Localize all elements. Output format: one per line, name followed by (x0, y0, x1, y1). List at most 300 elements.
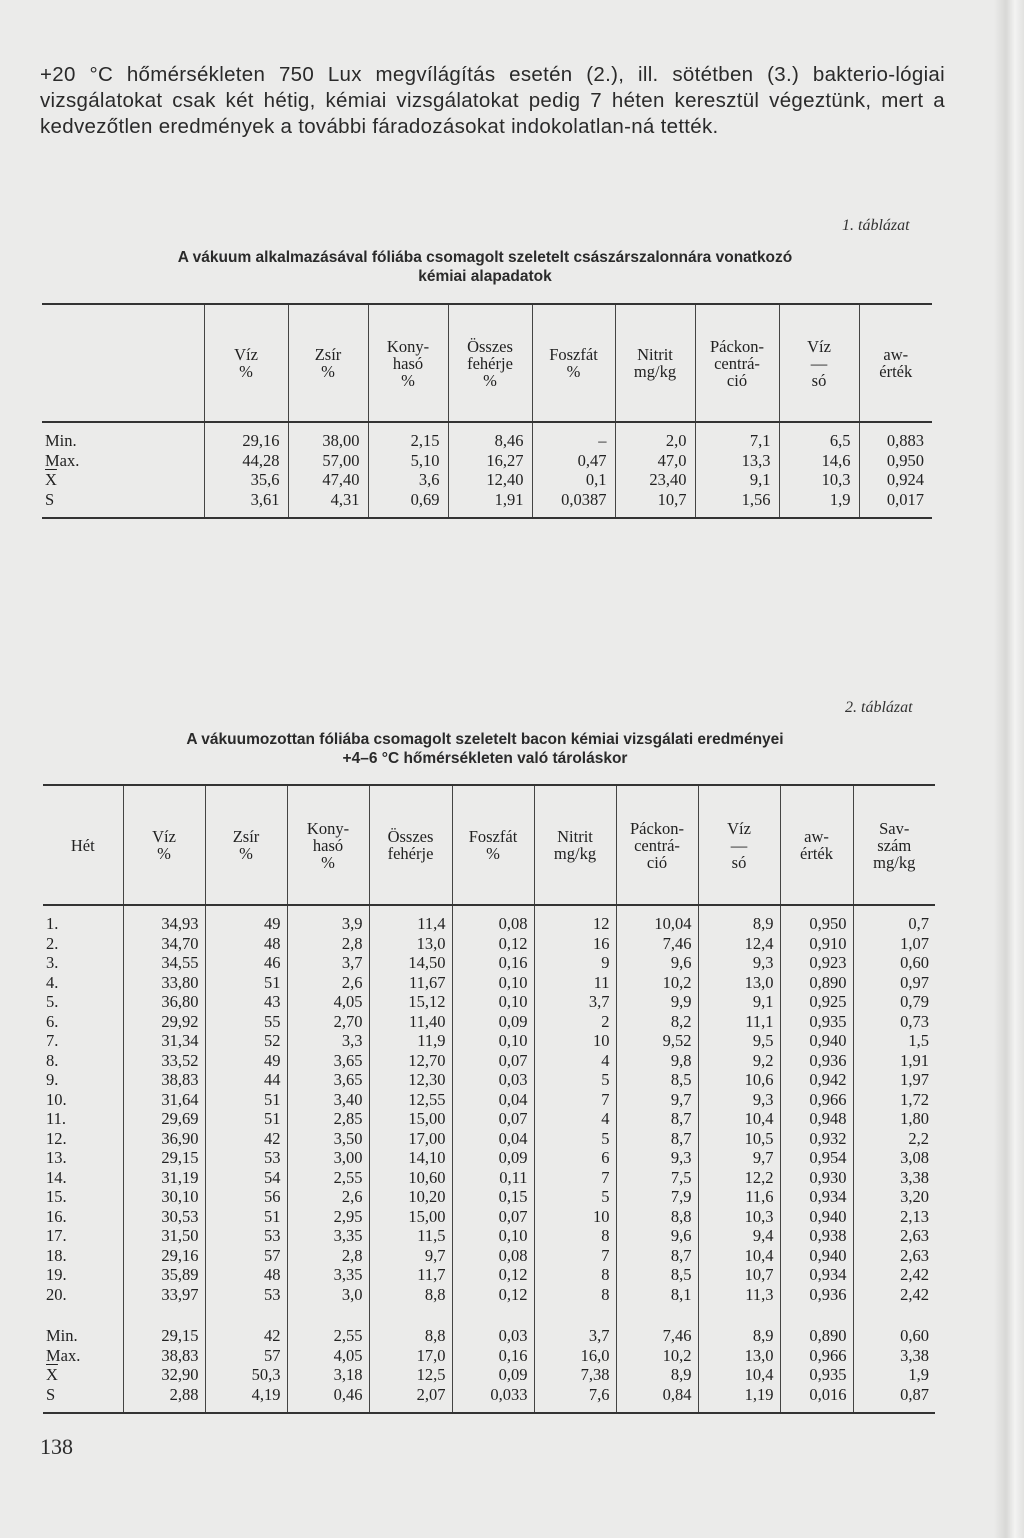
table2-cell: 10,60 (369, 1168, 452, 1188)
table2-cell: 1,97 (853, 1070, 935, 1090)
table2-cell: 16,0 (534, 1346, 616, 1366)
table1-cell: 12,40 (448, 470, 532, 490)
table2-summary-row (43, 1365, 935, 1385)
table2-cell: 5 (534, 1187, 616, 1207)
table2-cell: 0,942 (780, 1070, 853, 1090)
table2-cell: 4,05 (287, 992, 369, 1012)
table2-cell: 11,5 (369, 1226, 452, 1246)
table2-row-label: Min. (46, 1326, 78, 1345)
table1-cell: 23,40 (615, 470, 695, 490)
table2-cell: 2,2 (853, 1129, 935, 1149)
table2-week-row (43, 1265, 935, 1285)
table2-row-label: 14. (46, 1167, 67, 1187)
table2-row-label: 1. (46, 914, 59, 933)
table2-cell: 7,6 (534, 1385, 616, 1414)
table2-cell: 10,04 (616, 905, 698, 934)
table2-cell: 0,033 (452, 1385, 534, 1414)
table2-cell: 10,4 (698, 1365, 780, 1385)
table2-cell: 51 (205, 1109, 287, 1129)
table2-cell: 0,890 (780, 1304, 853, 1346)
table2-cell: 50,3 (205, 1365, 287, 1385)
table2-cell: 5 (534, 1129, 616, 1149)
table2-cell: 0,07 (452, 1207, 534, 1227)
table2-week-row (43, 1246, 935, 1266)
table2-cell: 46 (205, 953, 287, 973)
table1-cell: 0,69 (368, 490, 448, 519)
table2-cell: 2,6 (287, 973, 369, 993)
table1-cell: 2,15 (368, 422, 448, 451)
table2-cell: 0,09 (452, 1148, 534, 1168)
table2-cell: 15,00 (369, 1207, 452, 1227)
table2-row-label: 10. (46, 1089, 67, 1109)
table2-cell: 7 (534, 1168, 616, 1188)
table2-cell: 1,19 (698, 1385, 780, 1414)
table2-cell: 11,6 (698, 1187, 780, 1207)
table2-cell: 0,930 (780, 1168, 853, 1188)
table1-header-cell: Víz % (204, 304, 288, 422)
table1-row (42, 470, 932, 490)
table2-cell: 0,12 (452, 934, 534, 954)
table2 (43, 784, 935, 1414)
table2-cell: 9,4 (698, 1226, 780, 1246)
table2-cell: 30,10 (123, 1187, 205, 1207)
table1-header-cell: Kony- hasó % (368, 304, 448, 422)
table2-cell: 12 (534, 905, 616, 934)
table2-cell: 9,5 (698, 1031, 780, 1051)
table2-cell: 0,79 (853, 992, 935, 1012)
table2-cell: 31,64 (123, 1090, 205, 1110)
table2-cell: 12,55 (369, 1090, 452, 1110)
table2-row-label: $\overline{X}$ (46, 1365, 58, 1384)
table1-cell: 0,883 (859, 422, 932, 451)
table2-cell: 1,5 (853, 1031, 935, 1051)
table2-cell: 15,00 (369, 1109, 452, 1129)
table1-cell: 6,5 (779, 422, 859, 451)
table1 (42, 303, 932, 519)
table2-cell: 7,38 (534, 1365, 616, 1385)
table2-cell: 8,7 (616, 1129, 698, 1149)
table1-cell: 9,1 (695, 470, 779, 490)
table2-cell: 0,11 (452, 1168, 534, 1188)
table2-cell: 8,9 (698, 905, 780, 934)
table2-header-cell: Víz % (123, 785, 205, 905)
table2-cell: 8,9 (698, 1304, 780, 1346)
table2-cell: 1,80 (853, 1109, 935, 1129)
table1-cell: 0,017 (859, 490, 932, 519)
table2-cell: 3,65 (287, 1070, 369, 1090)
table2-cell: 7,5 (616, 1168, 698, 1188)
table1-header-cell: Nitrit mg/kg (615, 304, 695, 422)
table2-cell: 13,0 (698, 973, 780, 993)
table2-cell: 3,50 (287, 1129, 369, 1149)
table2-cell: 0,15 (452, 1187, 534, 1207)
table2-cell: 3,7 (534, 1304, 616, 1346)
table2-week-row (43, 973, 935, 993)
table2-cell: 9,6 (616, 1226, 698, 1246)
table2-cell: 2,95 (287, 1207, 369, 1227)
table1-cell: 1,56 (695, 490, 779, 519)
table2-cell: 52 (205, 1031, 287, 1051)
table2-cell: 0,935 (780, 1365, 853, 1385)
table2-cell: 0,925 (780, 992, 853, 1012)
table2-cell: 0,934 (780, 1187, 853, 1207)
table1-cell: 57,00 (288, 451, 368, 471)
table2-cell: 11,67 (369, 973, 452, 993)
table2-cell: 29,69 (123, 1109, 205, 1129)
table2-cell: 10,2 (616, 973, 698, 993)
table2-cell: 36,80 (123, 992, 205, 1012)
table2-cell: 2,6 (287, 1187, 369, 1207)
table2-cell: 3,38 (853, 1346, 935, 1366)
table2-cell: 0,87 (853, 1385, 935, 1414)
table2-cell: 49 (205, 905, 287, 934)
table2-cell: 31,19 (123, 1168, 205, 1188)
table2-cell: 8,5 (616, 1265, 698, 1285)
table2-cell: 3,7 (534, 992, 616, 1012)
table2-cell: 7 (534, 1090, 616, 1110)
table2-cell: 0,936 (780, 1285, 853, 1305)
table2-cell: 3,35 (287, 1226, 369, 1246)
table2-cell: 0,10 (452, 992, 534, 1012)
table2-cell: 0,936 (780, 1051, 853, 1071)
table2-cell: 2,88 (123, 1385, 205, 1414)
table2-cell: 11,1 (698, 1012, 780, 1032)
table2-cell: 3,0 (287, 1285, 369, 1305)
table2-cell: 33,97 (123, 1285, 205, 1305)
table2-row-label: S (46, 1384, 56, 1404)
table2-row-label: 6. (46, 1011, 59, 1031)
table2-cell: 10,4 (698, 1246, 780, 1266)
table1-header-cell: Víz — só (779, 304, 859, 422)
table2-cell: 2,63 (853, 1246, 935, 1266)
table1-cell: 16,27 (448, 451, 532, 471)
table2-cell: 48 (205, 934, 287, 954)
table1-cell: 14,6 (779, 451, 859, 471)
table2-cell: 0,10 (452, 1031, 534, 1051)
table2-cell: 42 (205, 1129, 287, 1149)
table1-cell: 2,0 (615, 422, 695, 451)
table2-cell: 4,19 (205, 1385, 287, 1414)
table2-week-row (43, 953, 935, 973)
table2-cell: 8,7 (616, 1246, 698, 1266)
table2-row-label: 4. (46, 972, 59, 992)
table2-week-row (43, 1168, 935, 1188)
table2-cell: 29,16 (123, 1246, 205, 1266)
table2-header-cell: Sav- szám mg/kg (853, 785, 935, 905)
table2-cell: 51 (205, 1090, 287, 1110)
table2-cell: 2,85 (287, 1109, 369, 1129)
table1-cell: 5,10 (368, 451, 448, 471)
table2-cell: 44 (205, 1070, 287, 1090)
table2-cell: 12,4 (698, 934, 780, 954)
table1-cell: 10,3 (779, 470, 859, 490)
table1-caption-line1: A vákuum alkalmazásával fóliába csomagolt szeletelt császárszalonnára vonatkozó (177, 249, 793, 266)
table2-cell: 12,30 (369, 1070, 452, 1090)
table2-cell: 12,70 (369, 1051, 452, 1071)
table2-cell: 17,00 (369, 1129, 452, 1149)
table2-cell: 8,5 (616, 1070, 698, 1090)
table2-cell: 0,16 (452, 953, 534, 973)
table2-cell: 0,923 (780, 953, 853, 973)
table2-week-row (43, 1012, 935, 1032)
table1-cell: 4,31 (288, 490, 368, 519)
intro-paragraph: +20 °C hőmérsékleten 750 Lux megvílágítás esetén (2.), ill. sötétben (3.) bakterio-lógiai vizsgálatokat csak két hétig, kémiai vizsgálatokat pedig 7 héten keresztül végeztünk, mert a kedvezőtlen eredmények a további fáradozásokat indokolatlan-ná tették. (40, 63, 945, 138)
table2-week-row (43, 1090, 935, 1110)
table2-cell: 9,7 (369, 1246, 452, 1266)
table2-cell: 0,938 (780, 1226, 853, 1246)
table2-week-row (43, 1187, 935, 1207)
table2-cell: 2,8 (287, 1246, 369, 1266)
table2-cell: 32,90 (123, 1365, 205, 1385)
table2-cell: 6 (534, 1148, 616, 1168)
table2-cell: 7,46 (616, 1304, 698, 1346)
table2-cell: 49 (205, 1051, 287, 1071)
table2-cell: 0,966 (780, 1090, 853, 1110)
table2-caption-line2: +4–6 °C hőmérsékleten való tároláskor (342, 750, 628, 767)
table2-header-cell: aw- érték (780, 785, 853, 905)
table1-cell: 0,1 (532, 470, 615, 490)
table2-cell: 4 (534, 1109, 616, 1129)
table2-cell: 10,2 (616, 1346, 698, 1366)
table2-header-cell: Foszfát % (452, 785, 534, 905)
table2-week-row (43, 1207, 935, 1227)
table2-week-row (43, 1051, 935, 1071)
table2-cell: 11,9 (369, 1031, 452, 1051)
table2-cell: 8,1 (616, 1285, 698, 1305)
table2-cell: 11,7 (369, 1265, 452, 1285)
table2-cell: 34,93 (123, 905, 205, 934)
table2-cell: 8 (534, 1265, 616, 1285)
table2-cell: 3,65 (287, 1051, 369, 1071)
table2-cell: 0,7 (853, 905, 935, 934)
table2-cell: 7,9 (616, 1187, 698, 1207)
table2-cell: 51 (205, 1207, 287, 1227)
table2-cell: 42 (205, 1304, 287, 1346)
page-number: 138 (40, 1434, 73, 1459)
table2-row-label: 19. (46, 1265, 67, 1284)
table2-cell: 0,03 (452, 1304, 534, 1346)
table2-header-cell: Kony- hasó % (287, 785, 369, 905)
table2-cell: 10,3 (698, 1207, 780, 1227)
table2-cell: 13,0 (369, 934, 452, 954)
table1-cell: 35,6 (204, 470, 288, 490)
table2-cell: 0,950 (780, 905, 853, 934)
table2-cell: 8 (534, 1285, 616, 1305)
table2-row-label: 20. (46, 1284, 67, 1304)
table2-cell: 3,38 (853, 1168, 935, 1188)
table2-row-label: 2. (46, 933, 59, 953)
table2-cell: 2,42 (853, 1285, 935, 1305)
table2-cell: 9,9 (616, 992, 698, 1012)
table2-cell: 0,08 (452, 1246, 534, 1266)
table2-cell: 0,03 (452, 1070, 534, 1090)
table2-row-label: 16. (46, 1206, 67, 1226)
table1-header-cell: Összes fehérje % (448, 304, 532, 422)
table2-cell: 34,55 (123, 953, 205, 973)
table2-row-label: 8. (46, 1050, 59, 1070)
table2-cell: 53 (205, 1285, 287, 1305)
table2-cell: 38,83 (123, 1346, 205, 1366)
table2-cell: 29,15 (123, 1304, 205, 1346)
table2-header-cell: Víz — só (698, 785, 780, 905)
table2-cell: 8 (534, 1226, 616, 1246)
table2-cell: 0,09 (452, 1012, 534, 1032)
table2-cell: 11 (534, 973, 616, 993)
table1-caption-line2: kémiai alapadatok (418, 268, 552, 285)
table2-cell: 8,8 (369, 1285, 452, 1305)
table2-cell: 2,07 (369, 1385, 452, 1414)
table1-caption (40, 248, 930, 286)
table2-cell: 2,8 (287, 934, 369, 954)
table1-cell: 3,6 (368, 470, 448, 490)
table2-cell: 29,15 (123, 1148, 205, 1168)
table1-cell: – (532, 422, 615, 451)
table2-cell: 31,50 (123, 1226, 205, 1246)
table2-cell: 9,3 (698, 953, 780, 973)
table2-week-row (43, 1285, 935, 1305)
table2-cell: 38,83 (123, 1070, 205, 1090)
table2-cell: 10,7 (698, 1265, 780, 1285)
table2-cell: 2,13 (853, 1207, 935, 1227)
table2-cell: 10,4 (698, 1109, 780, 1129)
table2-row-label: 9. (46, 1070, 59, 1089)
table2-cell: 0,910 (780, 934, 853, 954)
table1-cell: 0,0387 (532, 490, 615, 519)
table2-cell: 0,97 (853, 973, 935, 993)
table2-cell: 0,73 (853, 1012, 935, 1032)
table2-header-cell: Zsír % (205, 785, 287, 905)
table2-cell: 0,07 (452, 1109, 534, 1129)
table1-cell: 29,16 (204, 422, 288, 451)
table2-cell: 33,80 (123, 973, 205, 993)
table2-cell: 0,16 (452, 1346, 534, 1366)
table2-cell: 0,08 (452, 905, 534, 934)
table2-cell: 4,05 (287, 1346, 369, 1366)
table2-cell: 10 (534, 1207, 616, 1227)
table2-cell: 14,50 (369, 953, 452, 973)
table2-week-row (43, 992, 935, 1012)
table2-cell: 14,10 (369, 1148, 452, 1168)
table1-row (42, 490, 932, 519)
table2-cell: 35,89 (123, 1265, 205, 1285)
table2-cell: 2,55 (287, 1304, 369, 1346)
table2-row-label: 17. (46, 1226, 67, 1245)
table2-cell: 3,00 (287, 1148, 369, 1168)
table2-row-label: 15. (46, 1187, 67, 1206)
table2-header-cell: Nitrit mg/kg (534, 785, 616, 905)
table2-cell: 0,84 (616, 1385, 698, 1414)
table2-week-row (43, 1148, 935, 1168)
table2-cell: 9,7 (698, 1148, 780, 1168)
table2-cell: 0,10 (452, 1226, 534, 1246)
table2-cell: 54 (205, 1168, 287, 1188)
table2-cell: 3,35 (287, 1265, 369, 1285)
table2-cell: 8,8 (369, 1304, 452, 1346)
table2-cell: 9,6 (616, 953, 698, 973)
table2-cell: 0,09 (452, 1365, 534, 1385)
table2-cell: 11,4 (369, 905, 452, 934)
table2-cell: 10,5 (698, 1129, 780, 1149)
table2-cell: 0,954 (780, 1148, 853, 1168)
table2-header-cell: Páckon- centrá- ció (616, 785, 698, 905)
table1-cell: 1,91 (448, 490, 532, 519)
table2-cell: 8,7 (616, 1109, 698, 1129)
table2-cell: 9,7 (616, 1090, 698, 1110)
table2-cell: 3,7 (287, 953, 369, 973)
table2-cell: 2,55 (287, 1168, 369, 1188)
table2-cell: 0,60 (853, 1304, 935, 1346)
table2-cell: 9,3 (616, 1148, 698, 1168)
table2-cell: 9,1 (698, 992, 780, 1012)
table2-cell: 53 (205, 1148, 287, 1168)
table2-cell: 57 (205, 1246, 287, 1266)
table2-cell: 0,04 (452, 1129, 534, 1149)
table1-number-label: 1. táblázat (842, 217, 910, 234)
table2-cell: 16 (534, 934, 616, 954)
table2-cell: 0,890 (780, 973, 853, 993)
table2-cell: 12,2 (698, 1168, 780, 1188)
table2-cell: 9,8 (616, 1051, 698, 1071)
table2-row-label: 11. (46, 1109, 67, 1128)
table2-cell: 57 (205, 1346, 287, 1366)
table2-cell: 0,948 (780, 1109, 853, 1129)
table1-cell: 8,46 (448, 422, 532, 451)
table2-header-cell: Hét (43, 785, 123, 905)
table2-cell: 33,52 (123, 1051, 205, 1071)
table2-row-label: 5. (46, 992, 59, 1011)
table2-cell: 9 (534, 953, 616, 973)
table2-row-label: 13. (46, 1148, 67, 1167)
table2-summary-row (43, 1385, 935, 1414)
table1-cell: 3,61 (204, 490, 288, 519)
table2-cell: 2 (534, 1012, 616, 1032)
table2-cell: 8,8 (616, 1207, 698, 1227)
table2-cell: 1,72 (853, 1090, 935, 1110)
table2-cell: 0,016 (780, 1385, 853, 1414)
table2-caption-line1: A vákuumozottan fóliába csomagolt szeletelt bacon kémiai vizsgálati eredményei (186, 731, 784, 748)
table2-cell: 3,9 (287, 905, 369, 934)
table1-header-cell: Foszfát % (532, 304, 615, 422)
table2-week-row (43, 905, 935, 934)
table2-week-row (43, 1226, 935, 1246)
table1-cell: 10,7 (615, 490, 695, 519)
table1-row-label: Min. (45, 431, 77, 450)
table2-cell: 3,40 (287, 1090, 369, 1110)
table1-row-label: S (45, 489, 55, 509)
table2-cell: 0,932 (780, 1129, 853, 1149)
table2-week-row (43, 1070, 935, 1090)
table2-cell: 17,0 (369, 1346, 452, 1366)
table2-cell: 55 (205, 1012, 287, 1032)
table2-cell: 0,940 (780, 1246, 853, 1266)
table2-cell: 0,10 (452, 973, 534, 993)
table2-cell: 31,34 (123, 1031, 205, 1051)
table1-cell: 13,3 (695, 451, 779, 471)
table2-header-cell: Összes fehérje (369, 785, 452, 905)
table1-cell: 7,1 (695, 422, 779, 451)
table2-cell: 34,70 (123, 934, 205, 954)
table2-cell: 7 (534, 1246, 616, 1266)
table2-cell: 0,940 (780, 1031, 853, 1051)
table2-cell: 1,91 (853, 1051, 935, 1071)
table2-cell: 2,42 (853, 1265, 935, 1285)
table1-header-cell (42, 304, 204, 422)
table2-row-label: 18. (46, 1245, 67, 1265)
table2-cell: 8,9 (616, 1365, 698, 1385)
table1-header-cell: Zsír % (288, 304, 368, 422)
table2-cell: 11,40 (369, 1012, 452, 1032)
table2-cell: 10 (534, 1031, 616, 1051)
